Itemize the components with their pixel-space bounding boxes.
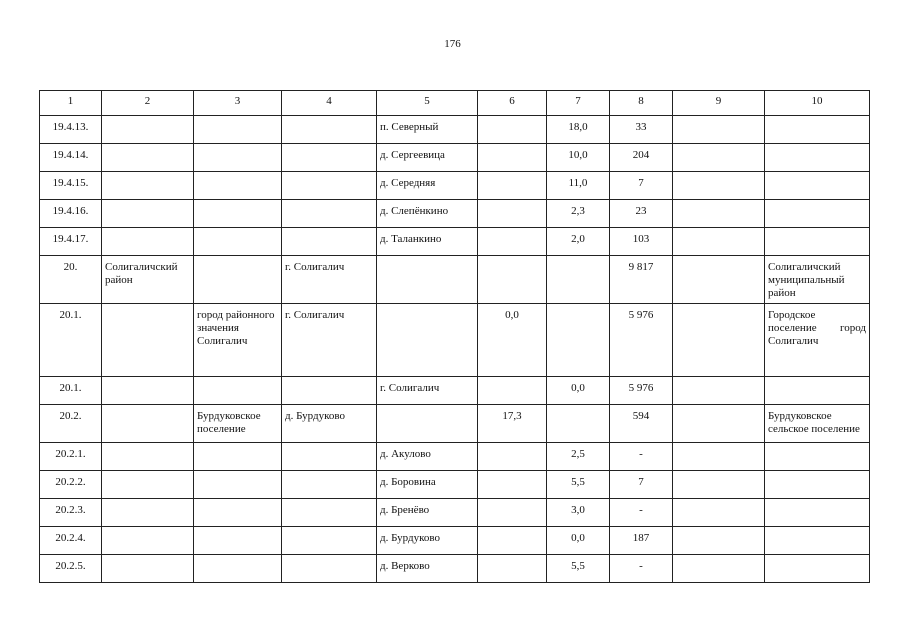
distance-center-cell: 0,0 xyxy=(478,304,547,377)
column-header: 3 xyxy=(194,91,282,116)
district-cell xyxy=(102,405,194,443)
distance-center-cell: 17,3 xyxy=(478,405,547,443)
locality-cell xyxy=(377,256,478,304)
district-cell xyxy=(102,116,194,144)
population-cell: 33 xyxy=(610,116,673,144)
district-cell: Солигаличский район xyxy=(102,256,194,304)
district-cell xyxy=(102,144,194,172)
row-number-cell: 19.4.15. xyxy=(40,172,102,200)
locality-cell: д. Середняя xyxy=(377,172,478,200)
col9-cell xyxy=(673,471,765,499)
municipality-cell xyxy=(765,471,870,499)
district-cell xyxy=(102,443,194,471)
settlement-type-cell: город районного значения Солигалич xyxy=(194,304,282,377)
distance-cell xyxy=(547,256,610,304)
municipality-cell xyxy=(765,527,870,555)
col9-cell xyxy=(673,405,765,443)
admin-center-cell xyxy=(282,555,377,583)
locality-cell: д. Слепёнкино xyxy=(377,200,478,228)
row-number-cell: 20.2.4. xyxy=(40,527,102,555)
column-header: 10 xyxy=(765,91,870,116)
table-row xyxy=(40,200,870,228)
col9-cell xyxy=(673,527,765,555)
distance-center-cell xyxy=(478,555,547,583)
table-row xyxy=(40,116,870,144)
district-cell xyxy=(102,471,194,499)
admin-center-cell xyxy=(282,499,377,527)
table-row xyxy=(40,304,870,377)
settlement-type-cell: Бурдуковское поселение xyxy=(194,405,282,443)
locality-cell: д. Боровина xyxy=(377,471,478,499)
distance-center-cell xyxy=(478,377,547,405)
distance-center-cell xyxy=(478,200,547,228)
admin-center-cell: г. Солигалич xyxy=(282,256,377,304)
municipality-cell: Бурдуковское сельское поселение xyxy=(765,405,870,443)
table-row xyxy=(40,256,870,304)
locality-cell xyxy=(377,405,478,443)
table-row xyxy=(40,443,870,471)
table-row xyxy=(40,377,870,405)
col9-cell xyxy=(673,499,765,527)
settlement-type-cell xyxy=(194,144,282,172)
column-header: 2 xyxy=(102,91,194,116)
distance-cell xyxy=(547,304,610,377)
municipality-cell xyxy=(765,228,870,256)
distance-cell: 0,0 xyxy=(547,377,610,405)
table-row xyxy=(40,405,870,443)
population-cell: 7 xyxy=(610,172,673,200)
settlement-type-cell xyxy=(194,377,282,405)
col9-cell xyxy=(673,172,765,200)
municipality-cell xyxy=(765,499,870,527)
row-number-cell: 20. xyxy=(40,256,102,304)
locality-cell: д. Акулово xyxy=(377,443,478,471)
district-cell xyxy=(102,377,194,405)
admin-center-cell xyxy=(282,116,377,144)
row-number-cell: 20.2.5. xyxy=(40,555,102,583)
admin-center-cell xyxy=(282,443,377,471)
column-header: 7 xyxy=(547,91,610,116)
column-header: 9 xyxy=(673,91,765,116)
locality-cell: д. Бренёво xyxy=(377,499,478,527)
settlements-table xyxy=(39,90,870,583)
row-number-cell: 20.2.1. xyxy=(40,443,102,471)
col9-cell xyxy=(673,144,765,172)
admin-center-cell xyxy=(282,200,377,228)
municipality-cell xyxy=(765,555,870,583)
admin-center-cell xyxy=(282,377,377,405)
distance-cell: 2,3 xyxy=(547,200,610,228)
distance-center-cell xyxy=(478,172,547,200)
distance-cell: 0,0 xyxy=(547,527,610,555)
table-row xyxy=(40,471,870,499)
municipality-cell xyxy=(765,200,870,228)
admin-center-cell xyxy=(282,144,377,172)
table-row xyxy=(40,555,870,583)
population-cell: 7 xyxy=(610,471,673,499)
column-number-header-row xyxy=(40,91,870,116)
locality-cell: г. Солигалич xyxy=(377,377,478,405)
settlement-type-cell xyxy=(194,555,282,583)
admin-center-cell xyxy=(282,172,377,200)
district-cell xyxy=(102,555,194,583)
population-cell: 187 xyxy=(610,527,673,555)
distance-cell: 2,0 xyxy=(547,228,610,256)
distance-center-cell xyxy=(478,116,547,144)
col9-cell xyxy=(673,256,765,304)
population-cell: - xyxy=(610,555,673,583)
population-cell: - xyxy=(610,499,673,527)
admin-center-cell: д. Бурдуково xyxy=(282,405,377,443)
settlement-type-cell xyxy=(194,228,282,256)
settlement-type-cell xyxy=(194,443,282,471)
distance-cell: 11,0 xyxy=(547,172,610,200)
row-number-cell: 19.4.16. xyxy=(40,200,102,228)
row-number-cell: 20.1. xyxy=(40,304,102,377)
admin-center-cell: г. Солигалич xyxy=(282,304,377,377)
settlement-type-cell xyxy=(194,200,282,228)
population-cell: 23 xyxy=(610,200,673,228)
locality-cell: п. Северный xyxy=(377,116,478,144)
distance-center-cell xyxy=(478,144,547,172)
distance-cell: 10,0 xyxy=(547,144,610,172)
col9-cell xyxy=(673,555,765,583)
column-header: 8 xyxy=(610,91,673,116)
table-row xyxy=(40,172,870,200)
row-number-cell: 20.2.3. xyxy=(40,499,102,527)
table-row xyxy=(40,144,870,172)
locality-cell: д. Сергеевица xyxy=(377,144,478,172)
row-number-cell: 20.2. xyxy=(40,405,102,443)
population-cell: 594 xyxy=(610,405,673,443)
row-number-cell: 20.2.2. xyxy=(40,471,102,499)
distance-center-cell xyxy=(478,527,547,555)
municipality-cell xyxy=(765,172,870,200)
row-number-cell: 19.4.13. xyxy=(40,116,102,144)
admin-center-cell xyxy=(282,527,377,555)
page-number: 176 xyxy=(444,38,461,50)
col9-cell xyxy=(673,116,765,144)
table-row xyxy=(40,228,870,256)
district-cell xyxy=(102,172,194,200)
distance-cell: 5,5 xyxy=(547,555,610,583)
locality-cell: д. Верково xyxy=(377,555,478,583)
municipality-cell xyxy=(765,377,870,405)
municipality-cell xyxy=(765,116,870,144)
settlement-type-cell xyxy=(194,499,282,527)
population-cell: 9 817 xyxy=(610,256,673,304)
col9-cell xyxy=(673,377,765,405)
table-row xyxy=(40,527,870,555)
locality-cell: д. Бурдуково xyxy=(377,527,478,555)
population-cell: - xyxy=(610,443,673,471)
admin-center-cell xyxy=(282,471,377,499)
column-header: 1 xyxy=(40,91,102,116)
col9-cell xyxy=(673,304,765,377)
distance-center-cell xyxy=(478,471,547,499)
population-cell: 5 976 xyxy=(610,304,673,377)
settlement-type-cell xyxy=(194,527,282,555)
distance-center-cell xyxy=(478,228,547,256)
municipality-cell xyxy=(765,144,870,172)
district-cell xyxy=(102,200,194,228)
distance-cell: 2,5 xyxy=(547,443,610,471)
settlement-type-cell xyxy=(194,172,282,200)
municipality-cell xyxy=(765,443,870,471)
distance-cell: 3,0 xyxy=(547,499,610,527)
row-number-cell: 19.4.17. xyxy=(40,228,102,256)
locality-cell: д. Таланкино xyxy=(377,228,478,256)
population-cell: 204 xyxy=(610,144,673,172)
distance-center-cell xyxy=(478,256,547,304)
settlement-type-cell xyxy=(194,116,282,144)
district-cell xyxy=(102,527,194,555)
column-header: 5 xyxy=(377,91,478,116)
row-number-cell: 19.4.14. xyxy=(40,144,102,172)
population-cell: 103 xyxy=(610,228,673,256)
municipality-cell: Городское поселение город Солигалич xyxy=(765,304,870,377)
population-cell: 5 976 xyxy=(610,377,673,405)
distance-cell xyxy=(547,405,610,443)
distance-center-cell xyxy=(478,443,547,471)
district-cell xyxy=(102,304,194,377)
column-header: 6 xyxy=(478,91,547,116)
settlement-type-cell xyxy=(194,256,282,304)
row-number-cell: 20.1. xyxy=(40,377,102,405)
district-cell xyxy=(102,499,194,527)
locality-cell xyxy=(377,304,478,377)
col9-cell xyxy=(673,443,765,471)
distance-cell: 18,0 xyxy=(547,116,610,144)
distance-center-cell xyxy=(478,499,547,527)
distance-cell: 5,5 xyxy=(547,471,610,499)
col9-cell xyxy=(673,200,765,228)
column-header: 4 xyxy=(282,91,377,116)
col9-cell xyxy=(673,228,765,256)
settlement-type-cell xyxy=(194,471,282,499)
table-row xyxy=(40,499,870,527)
municipality-cell: Солигаличский муниципальный район xyxy=(765,256,870,304)
district-cell xyxy=(102,228,194,256)
admin-center-cell xyxy=(282,228,377,256)
